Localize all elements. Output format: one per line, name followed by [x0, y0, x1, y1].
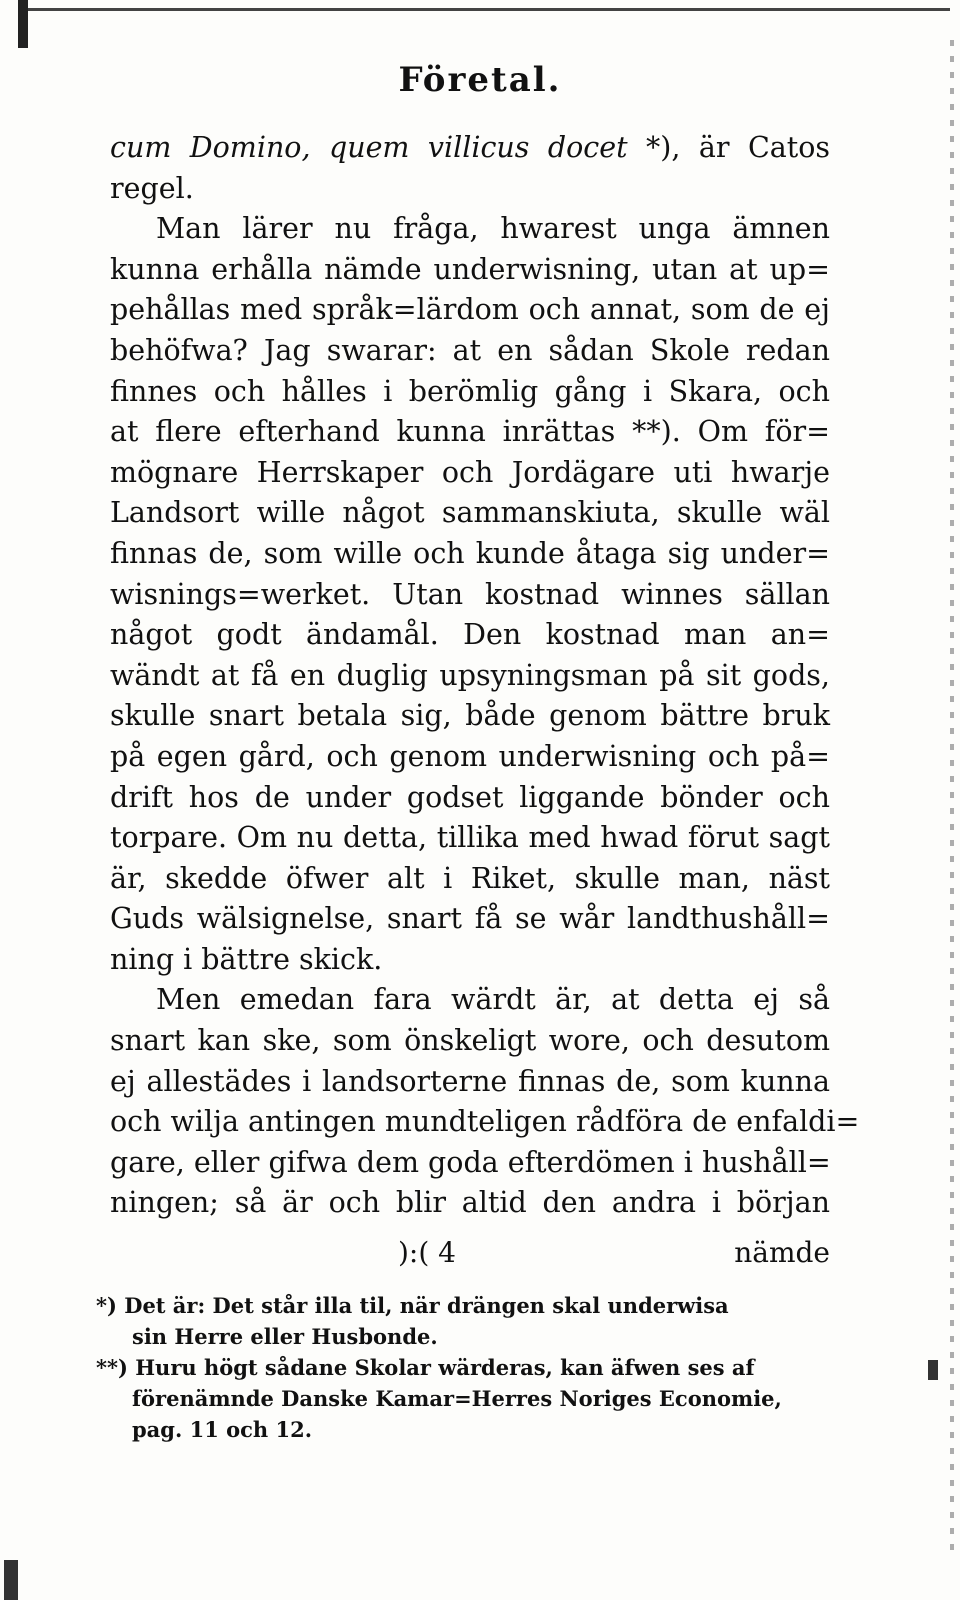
text-line: pehållas med språk=lärdom och annat, som de ej — [110, 293, 830, 327]
text-line: skulle snart betala sig, både genom bättre bruk — [110, 699, 830, 733]
footnote-1-line: *) Det är: Det står illa til, när drängen skal underwisa — [96, 1293, 729, 1318]
scan-mark-right — [928, 1360, 938, 1380]
text-line: regel. — [110, 171, 194, 205]
text-line: wisnings=werket. Utan kostnad winnes sällan — [110, 577, 830, 611]
text-line: gare, eller gifwa dem goda efterdömen i hushåll= — [110, 1145, 831, 1179]
text-line: snart kan ske, som önskeligt wore, och desutom — [110, 1024, 830, 1058]
text-line: drift hos de under godset liggande bönder och — [110, 780, 830, 814]
text-line: är, skedde öfwer alt i Riket, skulle man, näst — [110, 861, 830, 895]
signature-mark: ):( 4 — [398, 1236, 456, 1269]
text-line: kunna erhålla nämde underwisning, utan at up= — [110, 252, 830, 286]
text-line: och wilja antingen mundteligen rådföra de enfaldi= — [110, 1105, 860, 1139]
text-line: behöfwa? Jag swarar: at en sådan Skole redan — [110, 333, 830, 367]
scan-edge-left-bottom — [4, 1560, 18, 1600]
footnotes — [96, 1290, 836, 1445]
text-line: finnas de, som wille och kunde åtaga sig under= — [110, 536, 830, 570]
scan-edge-left — [18, 0, 28, 48]
scan-edge-top — [20, 8, 950, 11]
catchline — [110, 1236, 830, 1276]
text-line: finnes och hålles i berömlig gång i Skara, och — [110, 374, 830, 408]
text-line: at flere efterhand kunna inrättas **). Om för= — [110, 415, 830, 449]
page-title: Företal. — [398, 60, 562, 100]
text-line: något godt ändamål. Den kostnad man an= — [110, 618, 830, 652]
footnote-2-line: pag. 11 och 12. — [132, 1417, 313, 1442]
text-line: Man lärer nu fråga, hwarest unga ämnen — [156, 212, 830, 246]
text-line — [110, 128, 830, 169]
text-line: torpare. Om nu detta, tillika med hwad förut sagt — [110, 821, 830, 855]
text-line: ningen; så är och blir altid den andra i början — [110, 1186, 830, 1220]
catchword: nämde — [734, 1236, 830, 1269]
footnote-2-line: **) Huru högt sådane Skolar wärderas, kan äfwen ses af — [96, 1355, 755, 1380]
text-line: Men emedan fara wärdt är, at detta ej så — [156, 983, 830, 1017]
text-line: wändt at få en duglig upsyningsman på sit gods, — [110, 658, 830, 692]
text-line: Guds wälsignelse, snart få se wår landthushåll= — [110, 902, 830, 936]
text-line: på egen gård, och genom underwisning och på= — [110, 739, 830, 773]
scan-edge-right — [950, 40, 954, 1560]
text-line: Landsort wille något sammanskiuta, skulle wäl — [110, 496, 830, 530]
text-line: ning i bättre skick. — [110, 942, 383, 976]
text-line: ej allestädes i landsorterne finnas de, som kunna — [110, 1064, 830, 1098]
footnote-2-line: förenämnde Danske Kamar=Herres Noriges Economie, — [132, 1386, 782, 1411]
footnote-1-line: sin Herre eller Husbonde. — [132, 1324, 438, 1349]
line-text: *), är Catos — [627, 131, 830, 164]
body-text — [110, 128, 860, 1224]
latin-quote: cum Domino, quem villicus docet — [110, 131, 628, 164]
text-line: mögnare Herrskaper och Jordägare uti hwarje — [110, 455, 830, 489]
